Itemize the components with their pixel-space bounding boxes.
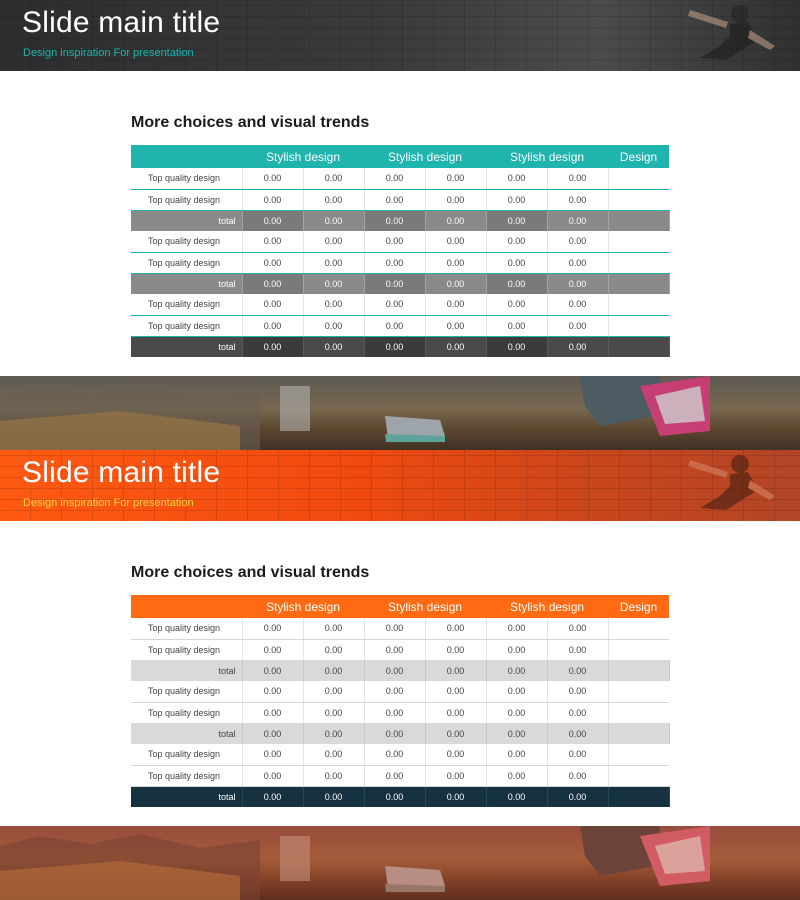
table-row xyxy=(131,618,669,639)
table-cell: 0.00 xyxy=(364,744,425,765)
table-cell: 0.00 xyxy=(547,744,608,765)
table-cell: 0.00 xyxy=(364,210,425,231)
table-cell: 0.00 xyxy=(486,210,547,231)
table-cell: 0.00 xyxy=(486,639,547,660)
table-cell: 0.00 xyxy=(242,189,303,210)
table-cell: 0.00 xyxy=(486,702,547,723)
table-cell: 0.00 xyxy=(547,786,608,807)
table-cell: 0.00 xyxy=(425,168,486,189)
table-cell: 0.00 xyxy=(303,744,364,765)
table-total-row xyxy=(131,273,669,294)
runner-photo-icon xyxy=(630,450,780,521)
table-cell: 0.00 xyxy=(242,744,303,765)
slide-header xyxy=(0,0,800,71)
footer-image xyxy=(0,826,800,900)
column-header: Stylish design xyxy=(364,145,486,168)
table-cell: 0.00 xyxy=(425,336,486,357)
table-cell: 0.00 xyxy=(303,702,364,723)
column-header: Stylish design xyxy=(242,595,364,618)
runner-photo-icon xyxy=(630,0,780,71)
table-total-row xyxy=(131,786,669,807)
table-row xyxy=(131,294,669,315)
table-cell: 0.00 xyxy=(242,252,303,273)
table-cell: 0.00 xyxy=(303,189,364,210)
table-cell: 0.00 xyxy=(364,639,425,660)
table-cell: 0.00 xyxy=(547,189,608,210)
table-cell: 0.00 xyxy=(547,210,608,231)
table-cell: 0.00 xyxy=(425,660,486,681)
table-cell: 0.00 xyxy=(242,315,303,336)
table-cell: 0.00 xyxy=(425,702,486,723)
row-label: Top quality design xyxy=(131,294,242,315)
table-cell: 0.00 xyxy=(425,723,486,744)
table-cell: 0.00 xyxy=(425,681,486,702)
data-table xyxy=(131,145,670,357)
table-cell: 0.00 xyxy=(242,294,303,315)
table-row xyxy=(131,765,669,786)
row-label: Top quality design xyxy=(131,168,242,189)
table-cell: 0.00 xyxy=(303,660,364,681)
table-cell: 0.00 xyxy=(242,273,303,294)
table-cell: 0.00 xyxy=(486,786,547,807)
table-row xyxy=(131,231,669,252)
table-cell: 0.00 xyxy=(303,336,364,357)
table-cell: 0.00 xyxy=(425,618,486,639)
table-cell: 0.00 xyxy=(364,786,425,807)
table-cell-empty xyxy=(608,765,669,786)
table-cell-empty xyxy=(608,315,669,336)
table-cell: 0.00 xyxy=(486,765,547,786)
table-cell: 0.00 xyxy=(425,210,486,231)
table-cell: 0.00 xyxy=(364,618,425,639)
table-cell: 0.00 xyxy=(303,294,364,315)
table-cell: 0.00 xyxy=(303,723,364,744)
column-header: Stylish design xyxy=(486,145,608,168)
table-cell: 0.00 xyxy=(364,681,425,702)
running-shoes-photo-icon xyxy=(0,826,800,900)
table-cell: 0.00 xyxy=(425,231,486,252)
row-label: Top quality design xyxy=(131,681,242,702)
table-cell: 0.00 xyxy=(547,660,608,681)
table-cell: 0.00 xyxy=(547,252,608,273)
table-cell: 0.00 xyxy=(364,336,425,357)
footer-image xyxy=(0,376,800,450)
table-cell: 0.00 xyxy=(425,294,486,315)
table-row xyxy=(131,744,669,765)
table-cell-empty xyxy=(608,210,669,231)
table-row xyxy=(131,639,669,660)
table-cell: 0.00 xyxy=(242,786,303,807)
table-cell: 0.00 xyxy=(303,315,364,336)
table-cell: 0.00 xyxy=(547,765,608,786)
table-cell-empty xyxy=(608,639,669,660)
table-cell-empty xyxy=(608,336,669,357)
table-cell: 0.00 xyxy=(242,765,303,786)
table-cell: 0.00 xyxy=(303,231,364,252)
table-cell: 0.00 xyxy=(547,336,608,357)
table-cell: 0.00 xyxy=(486,231,547,252)
table-cell: 0.00 xyxy=(547,168,608,189)
table-cell: 0.00 xyxy=(486,315,547,336)
table-cell: 0.00 xyxy=(425,189,486,210)
table-cell: 0.00 xyxy=(303,639,364,660)
table-cell: 0.00 xyxy=(303,273,364,294)
table-cell: 0.00 xyxy=(486,252,547,273)
table-cell: 0.00 xyxy=(547,702,608,723)
column-header xyxy=(131,595,242,618)
slide-header xyxy=(0,450,800,521)
table-cell-empty xyxy=(608,660,669,681)
table-cell: 0.00 xyxy=(242,702,303,723)
table-cell-empty xyxy=(608,723,669,744)
table-row xyxy=(131,702,669,723)
table-cell: 0.00 xyxy=(303,168,364,189)
table-cell: 0.00 xyxy=(364,723,425,744)
table-cell: 0.00 xyxy=(486,294,547,315)
data-table xyxy=(131,595,670,807)
table-cell-empty xyxy=(608,294,669,315)
table-cell: 0.00 xyxy=(364,189,425,210)
table-cell: 0.00 xyxy=(425,786,486,807)
table-cell: 0.00 xyxy=(547,273,608,294)
table-row xyxy=(131,168,669,189)
table-cell: 0.00 xyxy=(364,168,425,189)
table-cell-empty xyxy=(608,786,669,807)
table-cell: 0.00 xyxy=(303,681,364,702)
row-label: Top quality design xyxy=(131,639,242,660)
table-cell-empty xyxy=(608,168,669,189)
table-cell: 0.00 xyxy=(303,252,364,273)
table-cell: 0.00 xyxy=(364,660,425,681)
total-label: total xyxy=(131,273,242,294)
table-cell: 0.00 xyxy=(364,252,425,273)
table-cell: 0.00 xyxy=(425,273,486,294)
table-cell-empty xyxy=(608,189,669,210)
table-cell: 0.00 xyxy=(425,744,486,765)
table-cell: 0.00 xyxy=(486,660,547,681)
total-label: total xyxy=(131,660,242,681)
table-cell: 0.00 xyxy=(486,681,547,702)
table-total-row xyxy=(131,336,669,357)
table-cell: 0.00 xyxy=(547,681,608,702)
page-title: Slide main title xyxy=(22,456,221,489)
table-cell: 0.00 xyxy=(547,639,608,660)
row-label: Top quality design xyxy=(131,231,242,252)
row-label: Top quality design xyxy=(131,702,242,723)
table-cell: 0.00 xyxy=(486,618,547,639)
table-cell-empty xyxy=(608,273,669,294)
table-row xyxy=(131,252,669,273)
running-shoes-photo-icon xyxy=(0,376,800,450)
section-title: More choices and visual trends xyxy=(131,114,370,131)
column-header: Stylish design xyxy=(486,595,608,618)
table-cell: 0.00 xyxy=(242,210,303,231)
table-cell: 0.00 xyxy=(425,765,486,786)
table-cell: 0.00 xyxy=(425,315,486,336)
row-label: Top quality design xyxy=(131,618,242,639)
table-cell: 0.00 xyxy=(364,273,425,294)
table-cell: 0.00 xyxy=(486,189,547,210)
total-label: total xyxy=(131,336,242,357)
column-header: Stylish design xyxy=(242,145,364,168)
row-label: Top quality design xyxy=(131,189,242,210)
table-cell: 0.00 xyxy=(486,336,547,357)
table-cell: 0.00 xyxy=(364,231,425,252)
table-cell: 0.00 xyxy=(242,639,303,660)
table-cell-empty xyxy=(608,702,669,723)
table-row xyxy=(131,189,669,210)
table-cell: 0.00 xyxy=(303,786,364,807)
table-cell: 0.00 xyxy=(303,765,364,786)
table-cell: 0.00 xyxy=(242,660,303,681)
row-label: Top quality design xyxy=(131,765,242,786)
page-subtitle: Design inspiration For presentation xyxy=(23,47,194,59)
table-cell: 0.00 xyxy=(364,315,425,336)
table-cell: 0.00 xyxy=(303,210,364,231)
table-cell: 0.00 xyxy=(242,336,303,357)
table-cell-empty xyxy=(608,231,669,252)
table-cell: 0.00 xyxy=(547,723,608,744)
table-cell: 0.00 xyxy=(242,723,303,744)
page-subtitle: Design inspiration For presentation xyxy=(23,497,194,509)
table-header-row xyxy=(131,145,669,168)
table-cell-empty xyxy=(608,252,669,273)
table-cell-empty xyxy=(608,744,669,765)
column-header: Stylish design xyxy=(364,595,486,618)
table-cell: 0.00 xyxy=(486,723,547,744)
table-cell-empty xyxy=(608,618,669,639)
table-cell: 0.00 xyxy=(242,231,303,252)
table-cell-empty xyxy=(608,681,669,702)
section-title: More choices and visual trends xyxy=(131,564,370,581)
table-cell: 0.00 xyxy=(425,639,486,660)
slide-2 xyxy=(0,450,800,900)
total-label: total xyxy=(131,786,242,807)
table-cell: 0.00 xyxy=(242,168,303,189)
column-header: Design xyxy=(608,145,669,168)
table-cell: 0.00 xyxy=(364,294,425,315)
table-cell: 0.00 xyxy=(425,252,486,273)
table-total-row xyxy=(131,210,669,231)
total-label: total xyxy=(131,210,242,231)
table-total-row xyxy=(131,660,669,681)
table-cell: 0.00 xyxy=(486,273,547,294)
table-cell: 0.00 xyxy=(242,681,303,702)
table-cell: 0.00 xyxy=(303,618,364,639)
table-cell: 0.00 xyxy=(486,168,547,189)
total-label: total xyxy=(131,723,242,744)
table-cell: 0.00 xyxy=(547,231,608,252)
column-header: Design xyxy=(608,595,669,618)
table-cell: 0.00 xyxy=(547,315,608,336)
row-label: Top quality design xyxy=(131,744,242,765)
column-header xyxy=(131,145,242,168)
table-cell: 0.00 xyxy=(547,294,608,315)
table-cell: 0.00 xyxy=(547,618,608,639)
page-title: Slide main title xyxy=(22,6,221,39)
table-cell: 0.00 xyxy=(364,702,425,723)
table-cell: 0.00 xyxy=(486,744,547,765)
table-row xyxy=(131,681,669,702)
row-label: Top quality design xyxy=(131,252,242,273)
table-row xyxy=(131,315,669,336)
table-header-row xyxy=(131,595,669,618)
table-cell: 0.00 xyxy=(364,765,425,786)
table-total-row xyxy=(131,723,669,744)
table-cell: 0.00 xyxy=(242,618,303,639)
row-label: Top quality design xyxy=(131,315,242,336)
